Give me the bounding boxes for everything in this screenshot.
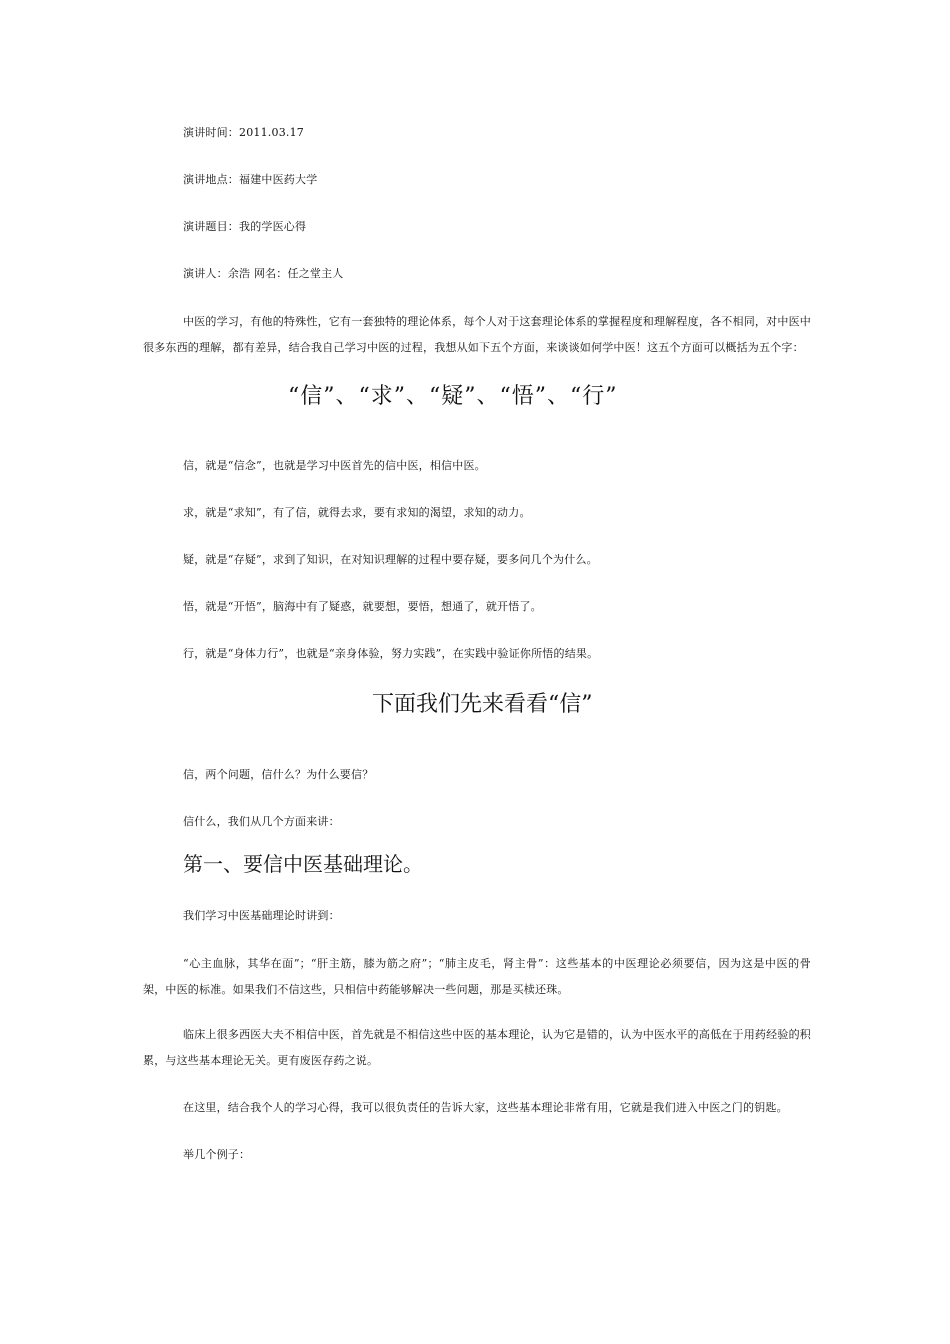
lecture-topic: 演讲题目：我的学医心得 [183,220,307,233]
lecture-speaker: 演讲人：余浩 网名：任之堂主人 [183,267,344,280]
definition-qiu: 求，就是“求知”，有了信，就得去求，要有求知的渴望，求知的动力。 [183,506,531,519]
sub-heading: 第一、要信中医基础理论。 [183,852,423,876]
definition-xin: 信，就是“信念”，也就是学习中医首先的信中医，相信中医。 [183,459,486,472]
paragraph-2: “心主血脉，其华在面”；“肝主筋，膝为筋之府”；“肺主皮毛，肾主骨”：这些基本的中医理论必须要信，因为这是中医的骨架，中医的标准。如果我们不信这些，只相信中药能够解决一些问题，那是买椟还珠。 [143,957,811,996]
definition-wu: 悟，就是“开悟”，脑海中有了疑惑，就要想，要悟，想通了，就开悟了。 [183,600,542,613]
paragraph-5: 举几个例子： [183,1148,251,1161]
definition-xing: 行，就是“身体力行”，也就是“亲身体验，努力实践”，在实践中验证你所悟的结果。 [183,647,599,660]
lecture-place: 演讲地点：福建中医药大学 [183,173,318,186]
question-line-1: 信，两个问题，信什么？为什么要信？ [183,768,374,781]
question-line-2: 信什么，我们从几个方面来讲： [183,815,340,828]
section-heading: 下面我们先来看看“信” [372,692,593,717]
lecture-time: 演讲时间：2011.03.17 [183,126,304,139]
paragraph-4: 在这里，结合我个人的学习心得，我可以很负责任的告诉大家，这些基本理论非常有用，它就是我们进入中医之门的钥匙。 [183,1101,788,1114]
five-words-heading: “信”、“求”、“疑”、“悟”、“行” [288,384,618,409]
definition-yi: 疑，就是“存疑”，求到了知识，在对知识理解的过程中要存疑，要多问几个为什么。 [183,553,598,566]
paragraph-1: 我们学习中医基础理论时讲到： [183,909,340,922]
intro-paragraph: 中医的学习，有他的特殊性，它有一套独特的理论体系，每个人对于这套理论体系的掌握程度和理解程度，各不相同，对中医中很多东西的理解，都有差异，结合我自己学习中医的过程，我想从如下五个方面，来谈谈如何学中医！这五个方面可以概括为五个字： [143,315,811,354]
paragraph-3: 临床上很多西医大夫不相信中医，首先就是不相信这些中医的基本理论，认为它是错的，认为中医水平的高低在于用药经验的积累，与这些基本理论无关。更有废医存药之说。 [143,1028,811,1067]
